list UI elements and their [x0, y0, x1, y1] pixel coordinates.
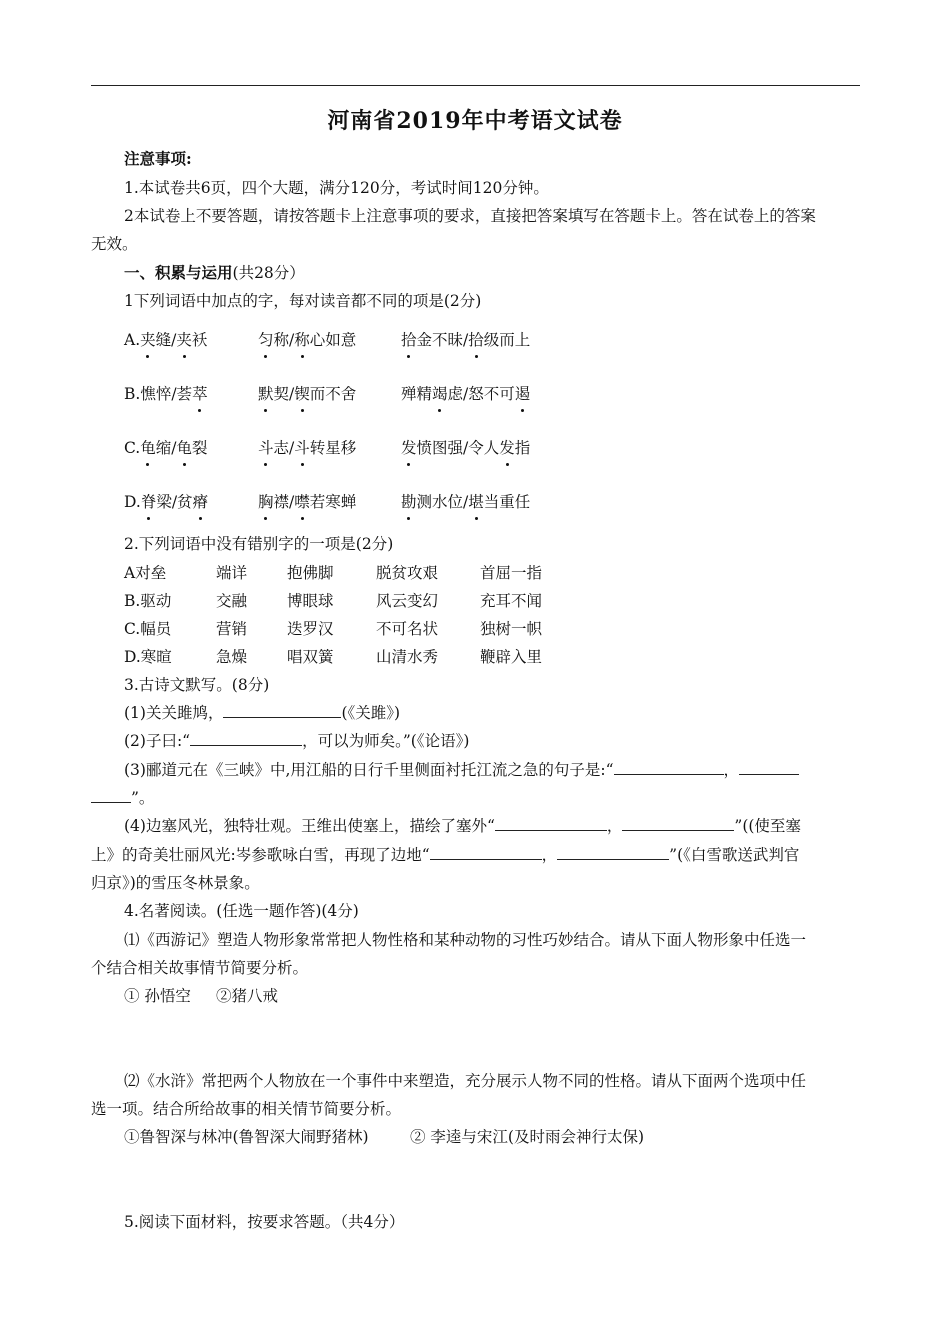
q2-option-lead: B.驱动 — [124, 592, 172, 610]
word-text: 转星移 — [309, 439, 357, 457]
q3-item-1 — [124, 702, 400, 724]
word-text: 襟/ — [273, 493, 295, 511]
dotted-char: 斗 — [294, 439, 310, 457]
q1-option-a-word3 — [401, 329, 530, 351]
word-text: 愤图强/令人 — [416, 439, 500, 457]
option-letter: D. — [124, 493, 141, 511]
q3-item-4-end: 归京》)的雪压冬林景象。 — [91, 874, 260, 892]
q2-option-lead: D.寒暄 — [124, 648, 172, 666]
q2-word: 交融 — [216, 592, 248, 610]
q2-word: 充耳不闻 — [480, 592, 543, 610]
q2-word: 抱佛脚 — [287, 564, 334, 582]
q2-word: 营销 — [216, 620, 248, 638]
q5-stem: 5.阅读下面材料，按要求答题。（共4分） — [124, 1213, 405, 1231]
word-text: 契/ — [273, 385, 295, 403]
dotted-char: 脊 — [140, 493, 157, 511]
word-text: 金不昧/ — [416, 331, 469, 349]
q2-word: 不可名状 — [376, 620, 439, 638]
answer-blank[interactable] — [430, 844, 542, 860]
word-text: 指 — [514, 439, 531, 457]
dotted-char: 发 — [499, 439, 515, 457]
q1-option-d-word3 — [401, 491, 530, 513]
q4-part1-option2: ②猪八戒 — [216, 987, 279, 1005]
q3-item-4-cont — [91, 844, 799, 866]
q3-stem: 3.古诗文默写。(8分) — [124, 676, 270, 694]
q1-option-d — [124, 491, 208, 513]
q3-item-2 — [124, 730, 469, 752]
q1-option-b-word2 — [258, 383, 356, 405]
text: 上》的奇美壮丽风光:岑参歌咏白雪，再现了边地“ — [91, 846, 430, 864]
dotted-char: 锲 — [294, 385, 310, 403]
dotted-char: 拾 — [468, 331, 484, 349]
word-text: 心如意 — [309, 331, 357, 349]
q1-option-c-word2 — [258, 437, 356, 459]
q4-part2-cont: 选一项。结合所给故事的相关情节简要分析。 — [91, 1100, 402, 1118]
dotted-char: 拾 — [401, 331, 417, 349]
q1-option-b-word3 — [401, 383, 530, 405]
word-text: 而不舍 — [309, 385, 357, 403]
q1-stem: 1下列词语中加点的字，每对读音都不同的项是(2分) — [124, 292, 482, 310]
text: ”。 — [131, 789, 155, 807]
text: (4)边塞风光，独特壮观。王维出使塞上，描绘了塞外“ — [124, 817, 495, 835]
q2-word: 迭罗汉 — [287, 620, 334, 638]
answer-blank[interactable] — [622, 815, 734, 831]
top-rule — [91, 85, 860, 86]
q1-option-b — [124, 383, 208, 405]
dotted-char: 夹 — [176, 331, 192, 349]
word-text: 裂 — [192, 439, 208, 457]
answer-blank[interactable] — [495, 815, 607, 831]
q1-option-c-word3 — [401, 437, 530, 459]
q4-part1: ⑴《西游记》塑造人物形象常常把人物性格和某种动物的习性巧妙结合。请从下面人物形象中任选一 — [124, 931, 807, 949]
dotted-char: 斗 — [258, 439, 274, 457]
q2-option-lead: A对垒 — [124, 564, 167, 582]
q2-word: 急燥 — [216, 648, 248, 666]
dotted-char: 胸 — [258, 493, 274, 511]
q2-stem: 2.下列词语中没有错别字的一项是(2分) — [124, 535, 394, 553]
q3-item-4 — [124, 815, 801, 837]
notice-item-1: 1.本试卷共6页，四个大题，满分120分，考试时间120分钟。 — [124, 179, 549, 197]
text: (1)关关雎鸠， — [124, 704, 224, 722]
text: ”((使至塞 — [734, 817, 801, 835]
word-text: 志/ — [273, 439, 295, 457]
notice-heading: 注意事项: — [124, 149, 192, 168]
dotted-char: 遏 — [514, 385, 531, 403]
q2-word: 脱贫攻艰 — [376, 564, 439, 582]
text: ， — [723, 761, 740, 779]
q4-part2-option2: ② 李逵与宋江(及时雨会神行太保) — [410, 1128, 645, 1146]
section-score: (共28分） — [232, 264, 305, 282]
answer-blank[interactable] — [614, 759, 724, 775]
text: ， — [541, 846, 558, 864]
q2-word: 山清水秀 — [376, 648, 439, 666]
q2-word: 博眼球 — [287, 592, 334, 610]
word-text: 测水位/ — [416, 493, 469, 511]
q4-stem: 4.名著阅读。(任选一题作答)(4分) — [124, 902, 359, 920]
word-text: 殚精 — [401, 385, 433, 403]
dotted-char: 称 — [294, 331, 310, 349]
dotted-char: 勘 — [401, 493, 417, 511]
answer-blank[interactable] — [91, 787, 131, 803]
dotted-char: 默 — [258, 385, 274, 403]
q2-word: 唱双簧 — [287, 648, 334, 666]
word-text: 缩/ — [155, 439, 177, 457]
dotted-char: 萃 — [192, 385, 208, 403]
answer-blank[interactable] — [223, 702, 341, 718]
exam-title: 河南省2019年中考语文试卷 — [327, 108, 623, 134]
q2-word: 独树一帜 — [480, 620, 543, 638]
text: (《关雎》) — [341, 704, 401, 722]
text: ， — [606, 817, 623, 835]
text: ”(《白雪歌送武判官 — [669, 846, 800, 864]
dotted-char: 龟 — [176, 439, 192, 457]
word-text: 梁/贫 — [156, 493, 193, 511]
dotted-char: 竭 — [432, 385, 448, 403]
dotted-char: 噤 — [294, 493, 310, 511]
q2-word: 首屈一指 — [480, 564, 543, 582]
dotted-char: 匀 — [258, 331, 274, 349]
notice-item-2: 2本试卷上不要答题，请按答题卡上注意事项的要求，直接把答案填写在答题卡上。答在试卷上的答案 — [124, 207, 816, 225]
option-letter: C. — [124, 439, 141, 457]
option-letter: B. — [124, 385, 141, 403]
q2-word: 风云变幻 — [376, 592, 439, 610]
option-letter: A. — [124, 331, 141, 349]
word-text: 级而上 — [483, 331, 531, 349]
q1-option-d-word2 — [258, 491, 356, 513]
word-text: 缝/ — [155, 331, 177, 349]
dotted-char: 堪 — [468, 493, 484, 511]
dotted-char: 发 — [401, 439, 417, 457]
answer-blank[interactable] — [557, 844, 669, 860]
text: (3)郦道元在《三峡》中,用江船的日行千里侧面衬托江流之急的句子是:“ — [124, 761, 614, 779]
q2-word: 端详 — [216, 564, 248, 582]
q1-option-a — [124, 329, 207, 351]
answer-blank[interactable] — [190, 730, 302, 746]
q3-item-3-cont — [91, 787, 154, 809]
q4-part2-option1: ①鲁智深与林冲(鲁智深大闹野猪林) — [124, 1128, 369, 1146]
q1-option-a-word2 — [258, 329, 356, 351]
text: (2)子曰:“ — [124, 732, 191, 750]
word-text: 若寒蝉 — [309, 493, 357, 511]
word-text: 虑/怒不可 — [447, 385, 515, 403]
answer-blank[interactable] — [739, 759, 799, 775]
word-text: 袄 — [191, 331, 208, 349]
dotted-char: 瘠 — [192, 493, 209, 511]
q4-part1-cont: 个结合相关故事情节简要分析。 — [91, 959, 309, 977]
q4-part1-option1: ① 孙悟空 — [124, 987, 191, 1005]
q2-word: 鞭辟入里 — [480, 648, 543, 666]
section-title: 一、积累与运用 — [124, 263, 233, 282]
dotted-char: 夹 — [140, 331, 156, 349]
word-text: 憔悴/荟 — [140, 385, 193, 403]
word-text: 称/ — [273, 331, 295, 349]
q3-item-3 — [124, 759, 799, 781]
notice-item-2-cont: 无效。 — [91, 235, 138, 253]
dotted-char: 龟 — [140, 439, 156, 457]
text: ，可以为师矣。”(《论语》) — [302, 732, 470, 750]
word-text: 当重任 — [483, 493, 531, 511]
q4-part2: ⑵《水浒》常把两个人物放在一个事件中来塑造，充分展示人物不同的性格。请从下面两个选项中任 — [124, 1072, 807, 1090]
q1-option-c — [124, 437, 208, 459]
q2-option-lead: C.幅员 — [124, 620, 172, 638]
section-heading — [124, 262, 305, 284]
